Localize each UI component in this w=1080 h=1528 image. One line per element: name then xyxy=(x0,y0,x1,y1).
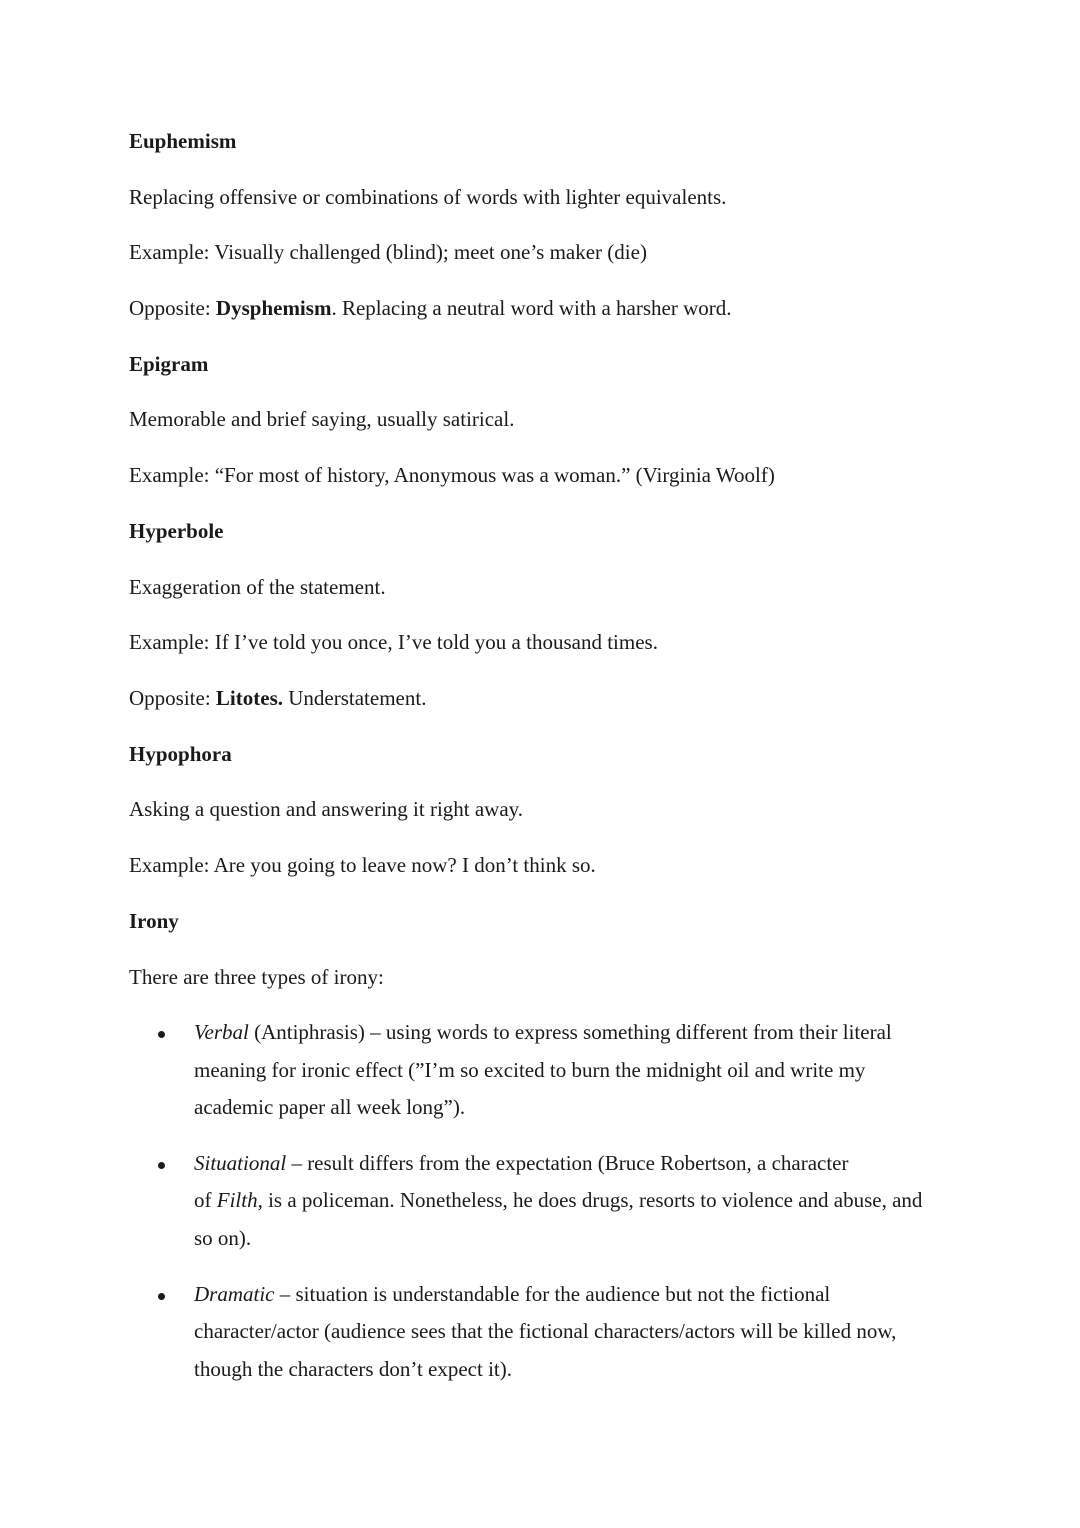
heading-hypophora: Hypophora xyxy=(129,742,232,766)
heading-irony: Irony xyxy=(129,909,179,933)
irony-type-text: of xyxy=(194,1188,217,1212)
irony-situational-line1 xyxy=(194,1153,849,1174)
bullet-icon xyxy=(158,1031,165,1038)
irony-type-term: Situational xyxy=(194,1151,287,1175)
example-epigram: Example: “For most of history, Anonymous was a woman.” (Virginia Woolf) xyxy=(129,463,775,487)
definition-hyperbole: Exaggeration of the statement. xyxy=(129,575,386,599)
opposite-label: Opposite: xyxy=(129,686,216,710)
heading-epigram: Epigram xyxy=(129,352,209,376)
work-title: Filth, xyxy=(216,1188,263,1212)
irony-type-text: – situation is understandable for the audience but not the fictional xyxy=(274,1282,831,1306)
opposite-description: Understatement. xyxy=(283,686,427,710)
example-euphemism: Example: Visually challenged (blind); meet one’s maker (die) xyxy=(129,240,647,264)
bullet-icon xyxy=(158,1293,165,1300)
opposite-label: Opposite: xyxy=(129,296,216,320)
irony-verbal-line3: academic paper all week long”). xyxy=(194,1095,466,1119)
opposite-term: Litotes. xyxy=(215,686,283,710)
definition-epigram: Memorable and brief saying, usually satirical. xyxy=(129,407,515,431)
irony-type-text: is a policeman. Nonetheless, he does drugs, resorts to violence and abuse, and xyxy=(262,1188,923,1212)
opposite-hyperbole xyxy=(129,688,426,709)
opposite-euphemism xyxy=(129,298,731,319)
opposite-term: Dysphemism xyxy=(215,296,332,320)
irony-situational-line3: so on). xyxy=(194,1226,252,1250)
bullet-icon xyxy=(158,1162,165,1169)
irony-type-text: (Antiphrasis) – using words to express something different from their literal xyxy=(248,1020,892,1044)
irony-verbal-line2: meaning for ironic effect (”I’m so excited to burn the midnight oil and write my xyxy=(194,1058,866,1082)
opposite-description: . Replacing a neutral word with a harsher word. xyxy=(331,296,732,320)
definition-hypophora: Asking a question and answering it right away. xyxy=(129,797,524,821)
intro-irony: There are three types of irony: xyxy=(129,965,384,989)
irony-dramatic-line2: character/actor (audience sees that the fictional characters/actors will be killed now, xyxy=(194,1319,897,1343)
definition-euphemism: Replacing offensive or combinations of words with lighter equivalents. xyxy=(129,185,727,209)
heading-hyperbole: Hyperbole xyxy=(129,519,224,543)
irony-type-text: – result differs from the expectation (Bruce Robertson, a character xyxy=(286,1151,849,1175)
heading-euphemism: Euphemism xyxy=(129,129,237,153)
irony-verbal-line1 xyxy=(194,1022,892,1043)
example-hypophora: Example: Are you going to leave now? I don’t think so. xyxy=(129,853,596,877)
irony-type-term: Dramatic xyxy=(194,1282,275,1306)
irony-type-term: Verbal xyxy=(194,1020,249,1044)
irony-dramatic-line3: though the characters don’t expect it). xyxy=(194,1357,512,1381)
irony-dramatic-line1 xyxy=(194,1284,830,1305)
example-hyperbole: Example: If I’ve told you once, I’ve told you a thousand times. xyxy=(129,630,658,654)
irony-situational-line2 xyxy=(194,1190,922,1211)
